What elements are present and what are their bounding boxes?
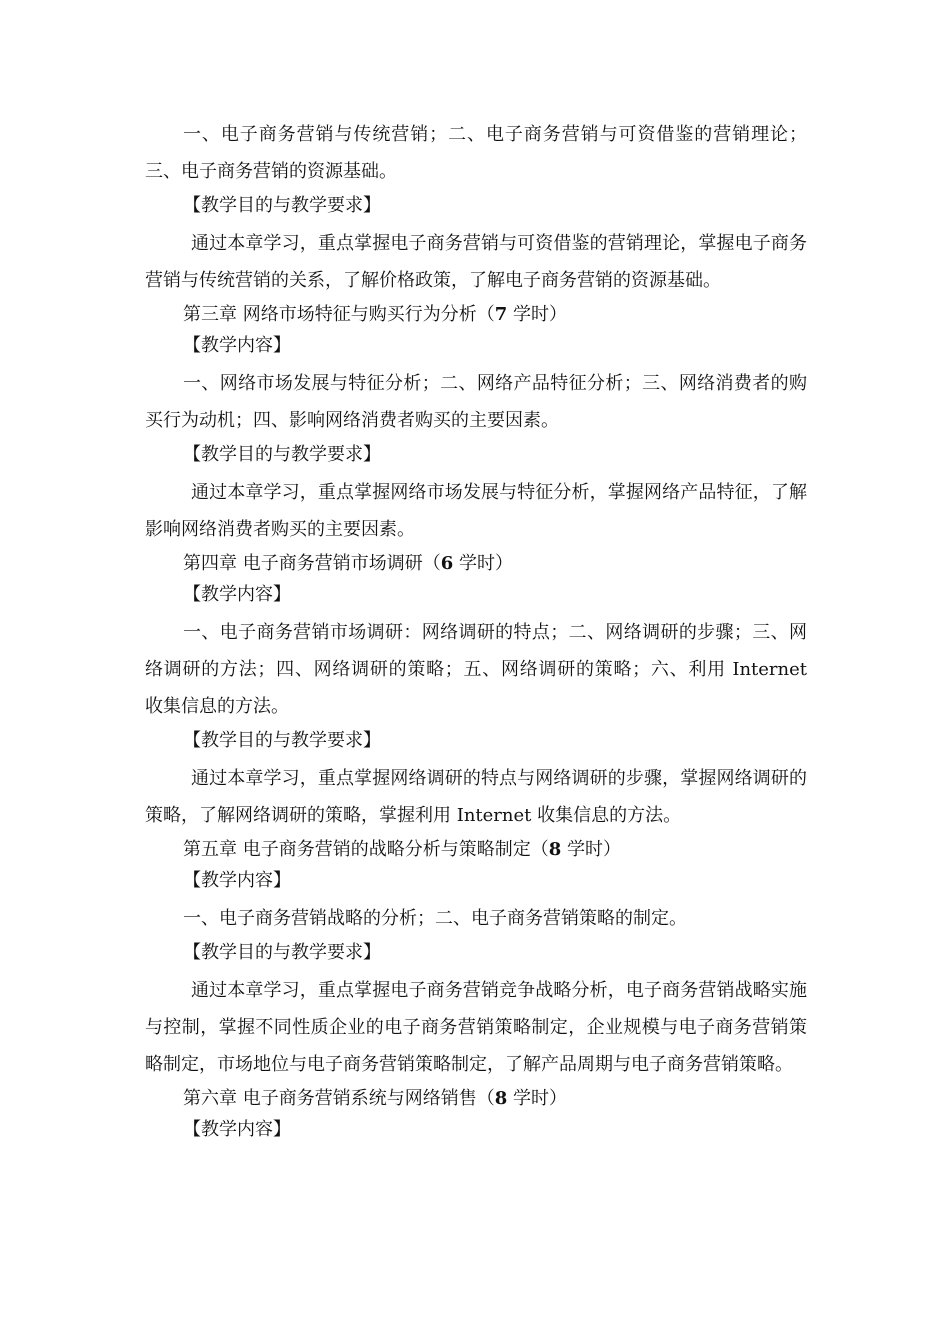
objective-paragraph: 通过本章学习，重点掌握网络市场发展与特征分析，掌握网络产品特征，了解影响网络消费者购买的主要因素。 — [145, 482, 807, 540]
chapter-hours-unit: 学时） — [507, 1088, 567, 1109]
chapter-title: 第六章 电子商务营销系统与网络销售（ — [183, 1088, 495, 1109]
chapter-hours: 6 — [440, 553, 454, 574]
section-label: 【教学内容】 — [183, 870, 291, 891]
section-label: 【教学目的与教学要求】 — [183, 444, 381, 465]
chapter-hours-unit: 学时） — [453, 553, 513, 574]
chapter-heading — [145, 299, 807, 330]
chapter-hours-unit: 学时） — [507, 304, 567, 325]
section-label: 【教学目的与教学要求】 — [183, 942, 381, 963]
content-paragraph: 一、电子商务营销市场调研：网络调研的特点；二、网络调研的步骤；三、网络调研的方法；四、网络调研的策略；五、网络调研的策略；六、利用 Internet 收集信息的方法。 — [145, 622, 807, 717]
chapter-hours: 8 — [548, 839, 562, 860]
section-label: 【教学内容】 — [183, 335, 291, 356]
content-paragraph: 一、电子商务营销与传统营销；二、电子商务营销与可资借鉴的营销理论；三、电子商务营销的资源基础。 — [145, 124, 807, 182]
chapter-hours: 8 — [494, 1088, 508, 1109]
chapter-hours-unit: 学时） — [561, 839, 621, 860]
chapter-hours: 7 — [494, 304, 508, 325]
section-label: 【教学目的与教学要求】 — [183, 195, 381, 216]
section-label: 【教学内容】 — [183, 1119, 291, 1140]
chapter-heading — [145, 834, 807, 865]
objective-paragraph: 通过本章学习，重点掌握电子商务营销与可资借鉴的营销理论，掌握电子商务营销与传统营销的关系，了解价格政策，了解电子商务营销的资源基础。 — [145, 233, 807, 291]
document-page — [145, 116, 807, 1145]
chapter-title: 第五章 电子商务营销的战略分析与策略制定（ — [183, 839, 549, 860]
section-label: 【教学内容】 — [183, 584, 291, 605]
section-label: 【教学目的与教学要求】 — [183, 730, 381, 751]
objective-paragraph: 通过本章学习，重点掌握网络调研的特点与网络调研的步骤，掌握网络调研的策略，了解网络调研的策略，掌握利用 Internet 收集信息的方法。 — [145, 768, 807, 826]
chapter-title: 第三章 网络市场特征与购买行为分析（ — [183, 304, 495, 325]
chapter-heading — [145, 1083, 807, 1114]
content-paragraph: 一、网络市场发展与特征分析；二、网络产品特征分析；三、网络消费者的购买行为动机；四、影响网络消费者购买的主要因素。 — [145, 373, 807, 431]
chapter-heading — [145, 548, 807, 579]
content-paragraph: 一、电子商务营销战略的分析；二、电子商务营销策略的制定。 — [183, 908, 687, 929]
chapter-title: 第四章 电子商务营销市场调研（ — [183, 553, 441, 574]
objective-paragraph: 通过本章学习，重点掌握电子商务营销竞争战略分析，电子商务营销战略实施与控制，掌握不同性质企业的电子商务营销策略制定，企业规模与电子商务营销策略制定，市场地位与电子商务营销策略制定，了解产品周期与电子商务营销策略。 — [145, 980, 807, 1075]
